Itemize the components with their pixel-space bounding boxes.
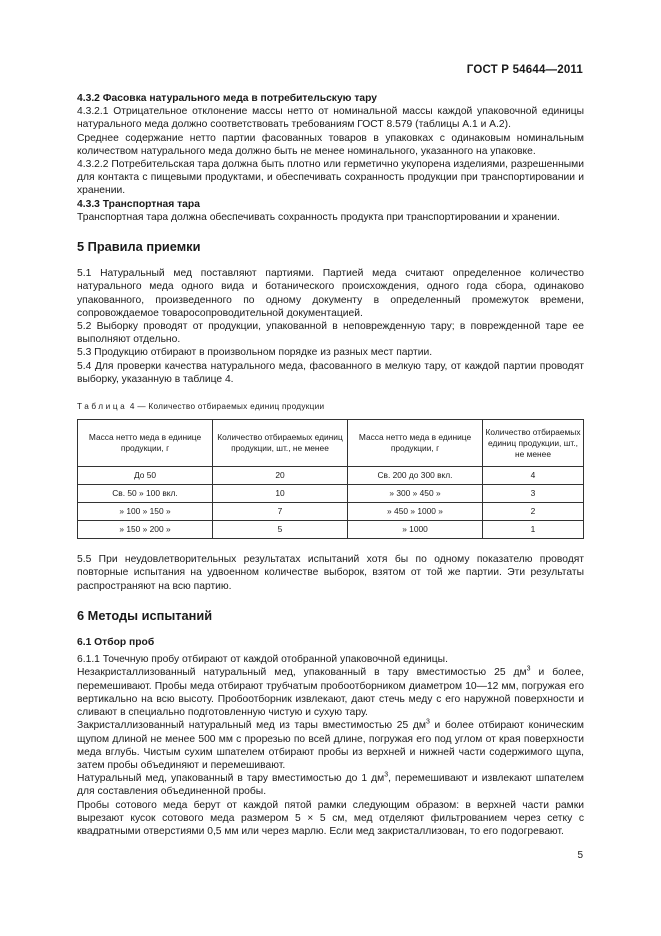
para-comb-honey: Пробы сотового меда берут от каждой пятой рамки следующим образом: в верхней части рамки вырезают кусок сотового меда размером 5 × 5 см, мед отделяют фильтрованием через сетку с квадратными отверстиями 0,5 мм или через марлю. Если мед закристаллизован, то его подогревают. bbox=[77, 799, 584, 837]
table-row bbox=[78, 521, 584, 539]
para-5-3: 5.3 Продукцию отбирают в произвольном порядке из разных мест партии. bbox=[77, 347, 433, 359]
table-cell: » 450 » 1000 » bbox=[348, 503, 483, 521]
standard-header: ГОСТ Р 54644—2011 bbox=[466, 64, 583, 76]
heading-6-1: 6.1 Отбор проб bbox=[77, 637, 155, 649]
table-4-caption bbox=[77, 400, 584, 413]
para-6-1-1: 6.1.1 Точечную пробу отбирают от каждой отобранной упаковочной единицы. bbox=[77, 654, 448, 666]
table-cell: » 100 » 150 » bbox=[78, 503, 213, 521]
table-cell: 3 bbox=[483, 485, 584, 503]
para-crystallized-honey bbox=[77, 719, 584, 772]
text-part: Натуральный мед, упакованный в тару вместимостью до 1 дм bbox=[77, 773, 385, 785]
para-liquid-honey bbox=[77, 666, 584, 719]
table-4 bbox=[77, 419, 584, 539]
table-caption-text: 4 — Количество отбираемых единиц продукции bbox=[129, 402, 325, 412]
table-cell: 5 bbox=[213, 521, 348, 539]
table-cell: 1 bbox=[483, 521, 584, 539]
text-part: и более, перемешивают. Пробы меда отбирают трубчатым пробоотборником диаметром 10—12 мм, погружая его вертикально на всю высоту. Пробоотборник извлекают, дают стечь меду с его наружной поверхности и сливают в специально подготовленную чистую и сухую тару. bbox=[77, 667, 584, 719]
table-header-row bbox=[78, 420, 584, 467]
para-5-2: 5.2 Выборку проводят от продукции, упакованной в неповрежденную тару; в поврежденной таре ее выполняют отдельно. bbox=[77, 321, 584, 346]
section-6-title: 6 Методы испытаний bbox=[77, 607, 213, 623]
table-row bbox=[78, 503, 584, 521]
table-cell: 7 bbox=[213, 503, 348, 521]
table-cell: » 150 » 200 » bbox=[78, 521, 213, 539]
table-header-cell: Масса нетто меда в единице продукции, г bbox=[348, 420, 483, 467]
table-cell: 2 bbox=[483, 503, 584, 521]
table-cell: Св. 200 до 300 вкл. bbox=[348, 467, 483, 485]
page-content bbox=[77, 92, 584, 838]
para-small-package-honey bbox=[77, 772, 584, 798]
text-part: Незакристаллизованный натуральный мед, упакованный в тару вместимостью 25 дм bbox=[77, 667, 527, 679]
para-5-4: 5.4 Для проверки качества натурального меда, фасованного в мелкую тару, от каждой партии проводят выборку, указанную в таблице 4. bbox=[77, 360, 584, 385]
para-4-3-2-2: 4.3.2.2 Потребительская тара должна быть плотно или герметично укупорена изделиями, разрешенными для контакта с пищевыми продуктами, и обеспечивать сохранность продукции при транспортировании и хранении. bbox=[77, 159, 584, 197]
para-4-3-3: Транспортная тара должна обеспечивать сохранность продукта при транспортировании и хранении. bbox=[77, 211, 560, 223]
para-average-content: Среднее содержание нетто партии фасованных товаров в упаковках с одинаковым номинальным количеством натурального меда должно быть не менее номинального, указанного на упаковке. bbox=[77, 132, 584, 157]
table-cell: Св. 50 » 100 вкл. bbox=[78, 485, 213, 503]
table-cell: 20 bbox=[213, 467, 348, 485]
text-part: , перемешивают и извлекают шпателем для составления объединенной пробы. bbox=[77, 773, 584, 798]
text-part: и более отбирают коническим щупом длиной не менее 500 мм с прорезью по всей длине, погружая его под углом от края поверхности меда вглубь. Чистым сухим шпателем отбирают пробы из верхней и нижней части содержимого щупа, затем пробы объединяют и перемешивают. bbox=[77, 720, 584, 771]
heading-4-3-2: 4.3.2 Фасовка натурального меда в потребительскую тару bbox=[77, 93, 377, 104]
table-row bbox=[78, 467, 584, 485]
table-cell: » 1000 bbox=[348, 521, 483, 539]
table-cell: 4 bbox=[483, 467, 584, 485]
table-cell: 10 bbox=[213, 485, 348, 503]
superscript: 3 bbox=[384, 771, 389, 779]
table-caption-word: Таблица bbox=[77, 402, 128, 412]
text-part: Закристаллизованный натуральный мед из тары вместимостью 25 дм bbox=[77, 720, 426, 732]
para-5-1: 5.1 Натуральный мед поставляют партиями. Партией меда считают определенное количество натурального меда одного вида и ботанического происхождения, одного года сбора, одинаково упакованного, произведенного по одному документу в определенный промежуток времени, сопровождаемое товаросопроводительной документацией. bbox=[77, 268, 584, 319]
table-cell: » 300 » 450 » bbox=[348, 485, 483, 503]
page-number: 5 bbox=[577, 850, 583, 861]
section-5-title: 5 Правила приемки bbox=[77, 239, 201, 255]
heading-4-3-3: 4.3.3 Транспортная тара bbox=[77, 198, 200, 210]
table-cell: До 50 bbox=[78, 467, 213, 485]
table-header-cell: Количество отбираемых единиц продукции, шт., не менее bbox=[213, 420, 348, 467]
para-5-5: 5.5 При неудовлетворительных результатах испытаний хотя бы по одному показателю проводят повторные испытания на удвоенном количестве выборок, взятом от той же партии. Эти результаты распространяют на всю партию. bbox=[77, 554, 584, 592]
table-row bbox=[78, 485, 584, 503]
para-4-3-2-1: 4.3.2.1 Отрицательное отклонение массы нетто от номинальной массы каждой упаковочной единицы натурального меда должно соответствовать требованиям ГОСТ 8.579 (таблицы А.1 и А.2). bbox=[77, 106, 584, 131]
table-header-cell: Масса нетто меда в единице продукции, г bbox=[78, 420, 213, 467]
superscript: 3 bbox=[526, 666, 531, 674]
superscript: 3 bbox=[425, 718, 430, 726]
table-header-cell: Количество отбираемых единиц продукции, шт., не менее bbox=[483, 420, 584, 467]
